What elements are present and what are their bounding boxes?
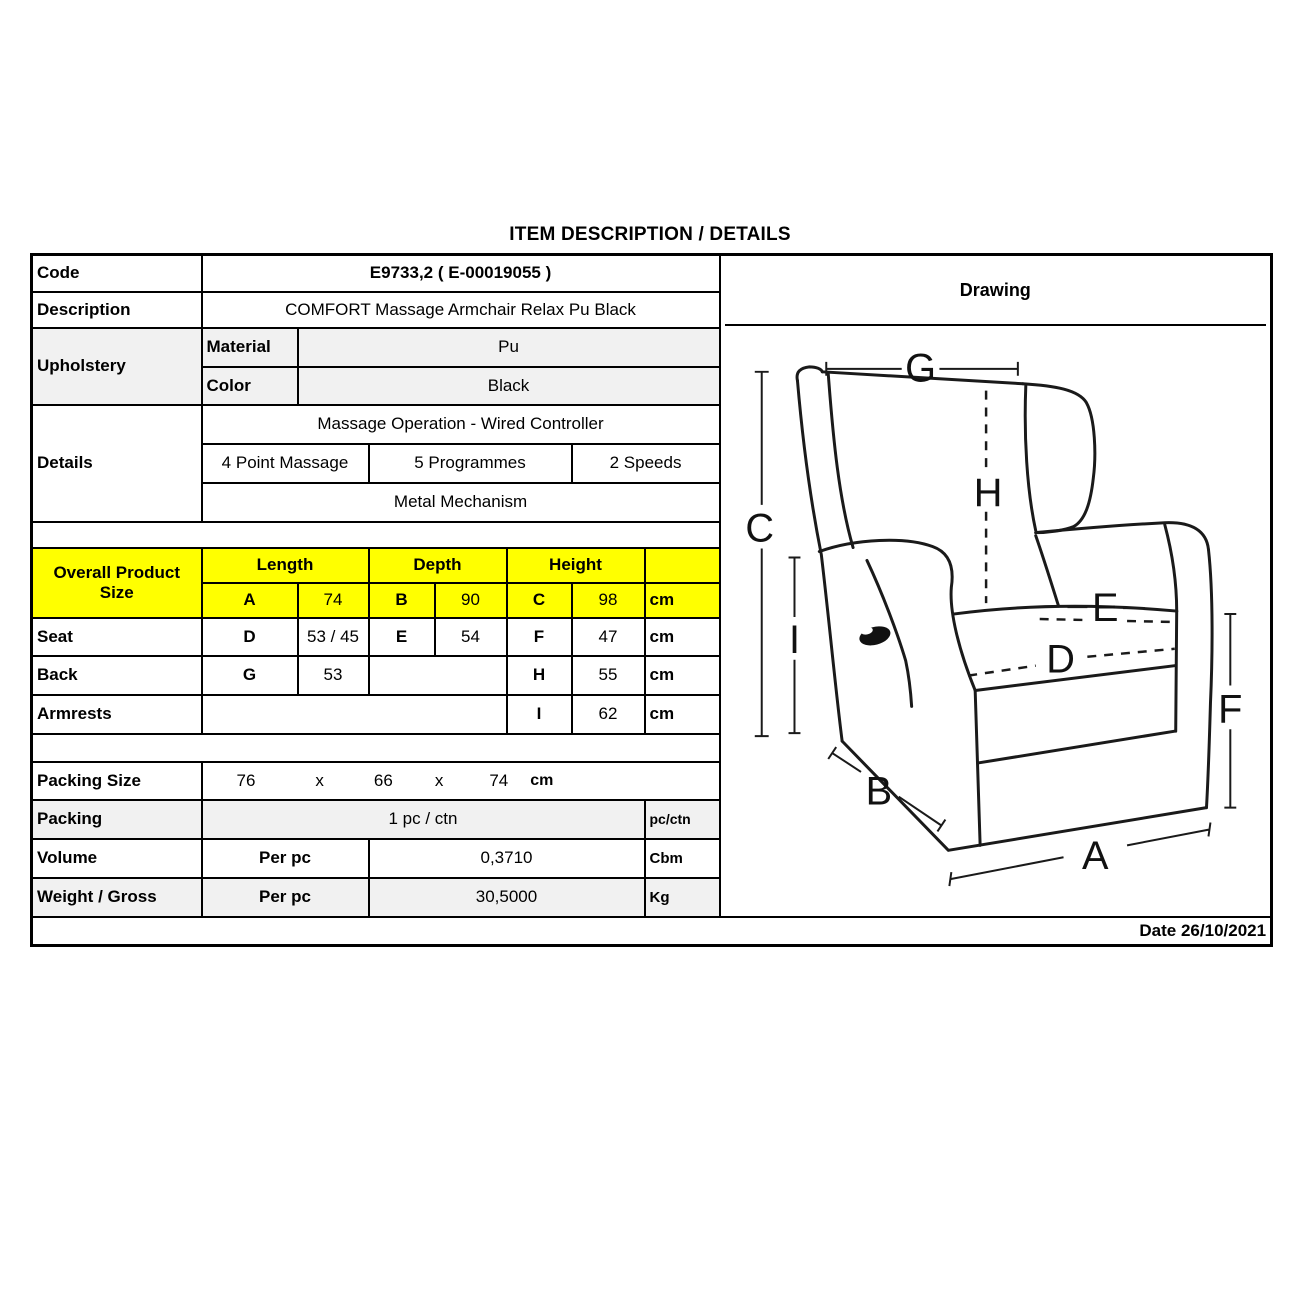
details-mechanism: Metal Mechanism: [202, 483, 720, 522]
packing-unit: pc/ctn: [645, 800, 720, 839]
dim-val-g: 53: [298, 656, 369, 695]
back-blank: [369, 656, 507, 695]
details-massage-points: 4 Point Massage: [202, 444, 369, 483]
chair-right-arm-inner: [1164, 525, 1176, 611]
details-speeds: 2 Speeds: [572, 444, 720, 483]
dim-val-c: 98: [572, 583, 645, 618]
chair-front-band2: [978, 731, 1175, 763]
material-value: Pu: [298, 328, 720, 367]
weight-value: 30,5000: [369, 878, 645, 917]
seat-unit: cm: [645, 618, 720, 656]
drawing-panel: [720, 255, 1272, 917]
volume-unit: Cbm: [645, 839, 720, 878]
page-title: ITEM DESCRIPTION / DETAILS: [509, 224, 791, 245]
code-label: Code: [32, 255, 202, 292]
color-value: Black: [298, 367, 720, 405]
dim-key-d: D: [202, 618, 298, 656]
packing-size-height: 74: [489, 770, 509, 790]
dim-label-A: A: [1081, 834, 1109, 879]
chair-right-arm-top: [1035, 523, 1208, 550]
overall-unit: cm: [645, 583, 720, 618]
controller-button-icon: [857, 623, 892, 648]
drawing-header: Drawing: [725, 256, 1267, 326]
dim-label-H: H: [973, 471, 1002, 516]
dim-val-f: 47: [572, 618, 645, 656]
volume-label: Volume: [32, 839, 202, 878]
chair-left-side: [797, 381, 842, 741]
dim-line-C: [754, 372, 768, 736]
volume-per-pc: Per pc: [202, 839, 369, 878]
dim-val-b: 90: [435, 583, 507, 618]
row-code: [32, 255, 1272, 292]
back-label: Back: [32, 656, 202, 695]
height-header: Height: [507, 548, 645, 583]
dim-label-E: E: [1091, 586, 1119, 631]
seat-label: Seat: [32, 618, 202, 656]
armchair-drawing-icon: [725, 326, 1272, 915]
size-header-blank: [645, 548, 720, 583]
dim-val-h: 55: [572, 656, 645, 695]
overall-size-label: Overall Product Size: [32, 548, 202, 618]
dim-label-B: B: [865, 769, 892, 814]
description-value: COMFORT Massage Armchair Relax Pu Black: [202, 292, 720, 328]
dim-label-F: F: [1217, 687, 1243, 732]
dim-val-i: 62: [572, 695, 645, 734]
packing-size-unit: cm: [530, 771, 554, 789]
chair-seat-right-edge: [1175, 611, 1176, 731]
dim-key-i: I: [507, 695, 572, 734]
description-label: Description: [32, 292, 202, 328]
armrests-blank: [202, 695, 507, 734]
packing-size-x1: x: [315, 770, 324, 790]
dim-line-A: [949, 823, 1210, 887]
color-label: Color: [202, 367, 298, 405]
spec-sheet: [30, 224, 1270, 947]
armrests-unit: cm: [645, 695, 720, 734]
packing-size-x2: x: [434, 770, 444, 790]
packing-size-label: Packing Size: [32, 762, 202, 800]
dim-label-I: I: [788, 618, 800, 663]
chair-right-outer: [1206, 550, 1212, 808]
weight-label: Weight / Gross: [32, 878, 202, 917]
weight-unit: Kg: [645, 878, 720, 917]
spec-table: [30, 253, 1273, 947]
dim-key-h: H: [507, 656, 572, 695]
dim-val-a: 74: [298, 583, 369, 618]
volume-value: 0,3710: [369, 839, 645, 878]
packing-value: 1 pc / ctn: [202, 800, 645, 839]
packing-label: Packing: [32, 800, 202, 839]
armrests-label: Armrests: [32, 695, 202, 734]
upholstery-label: Upholstery: [32, 328, 202, 405]
chair-back-inner-left: [828, 374, 853, 548]
chair-right-wing: [1022, 384, 1094, 533]
dim-label-G: G: [904, 346, 936, 391]
dim-key-f: F: [507, 618, 572, 656]
date-value: Date 26/10/2021: [32, 917, 1272, 946]
dim-key-c: C: [507, 583, 572, 618]
chair-front-left-edge: [975, 691, 980, 846]
row-date: [32, 917, 1272, 946]
code-value: E9733,2 ( E-00019055 ): [202, 255, 720, 292]
spacer-cell: [32, 734, 720, 762]
dim-label-D: D: [1045, 637, 1075, 682]
dim-key-e: E: [369, 618, 435, 656]
details-label: Details: [32, 405, 202, 522]
packing-size-length: 76: [236, 770, 256, 790]
chair-left-arm: [819, 541, 975, 691]
packing-size-values: [202, 762, 720, 800]
back-unit: cm: [645, 656, 720, 695]
dim-key-b: B: [369, 583, 435, 618]
length-header: Length: [202, 548, 369, 583]
chair-top-nub: [797, 367, 822, 381]
spacer-cell: [32, 522, 720, 548]
chair-back-inner-right: [1035, 536, 1058, 606]
packing-size-width: 66: [373, 770, 393, 790]
dim-val-d: 53 / 45: [298, 618, 369, 656]
details-operation: Massage Operation - Wired Controller: [202, 405, 720, 444]
chair-bottom-edge: [842, 741, 1206, 850]
weight-per-pc: Per pc: [202, 878, 369, 917]
depth-header: Depth: [369, 548, 507, 583]
details-programmes: 5 Programmes: [369, 444, 572, 483]
dim-val-e: 54: [435, 618, 507, 656]
chair-wing-inner: [1025, 386, 1036, 531]
dim-key-g: G: [202, 656, 298, 695]
material-label: Material: [202, 328, 298, 367]
dim-label-C: C: [744, 506, 774, 551]
dim-key-a: A: [202, 583, 298, 618]
